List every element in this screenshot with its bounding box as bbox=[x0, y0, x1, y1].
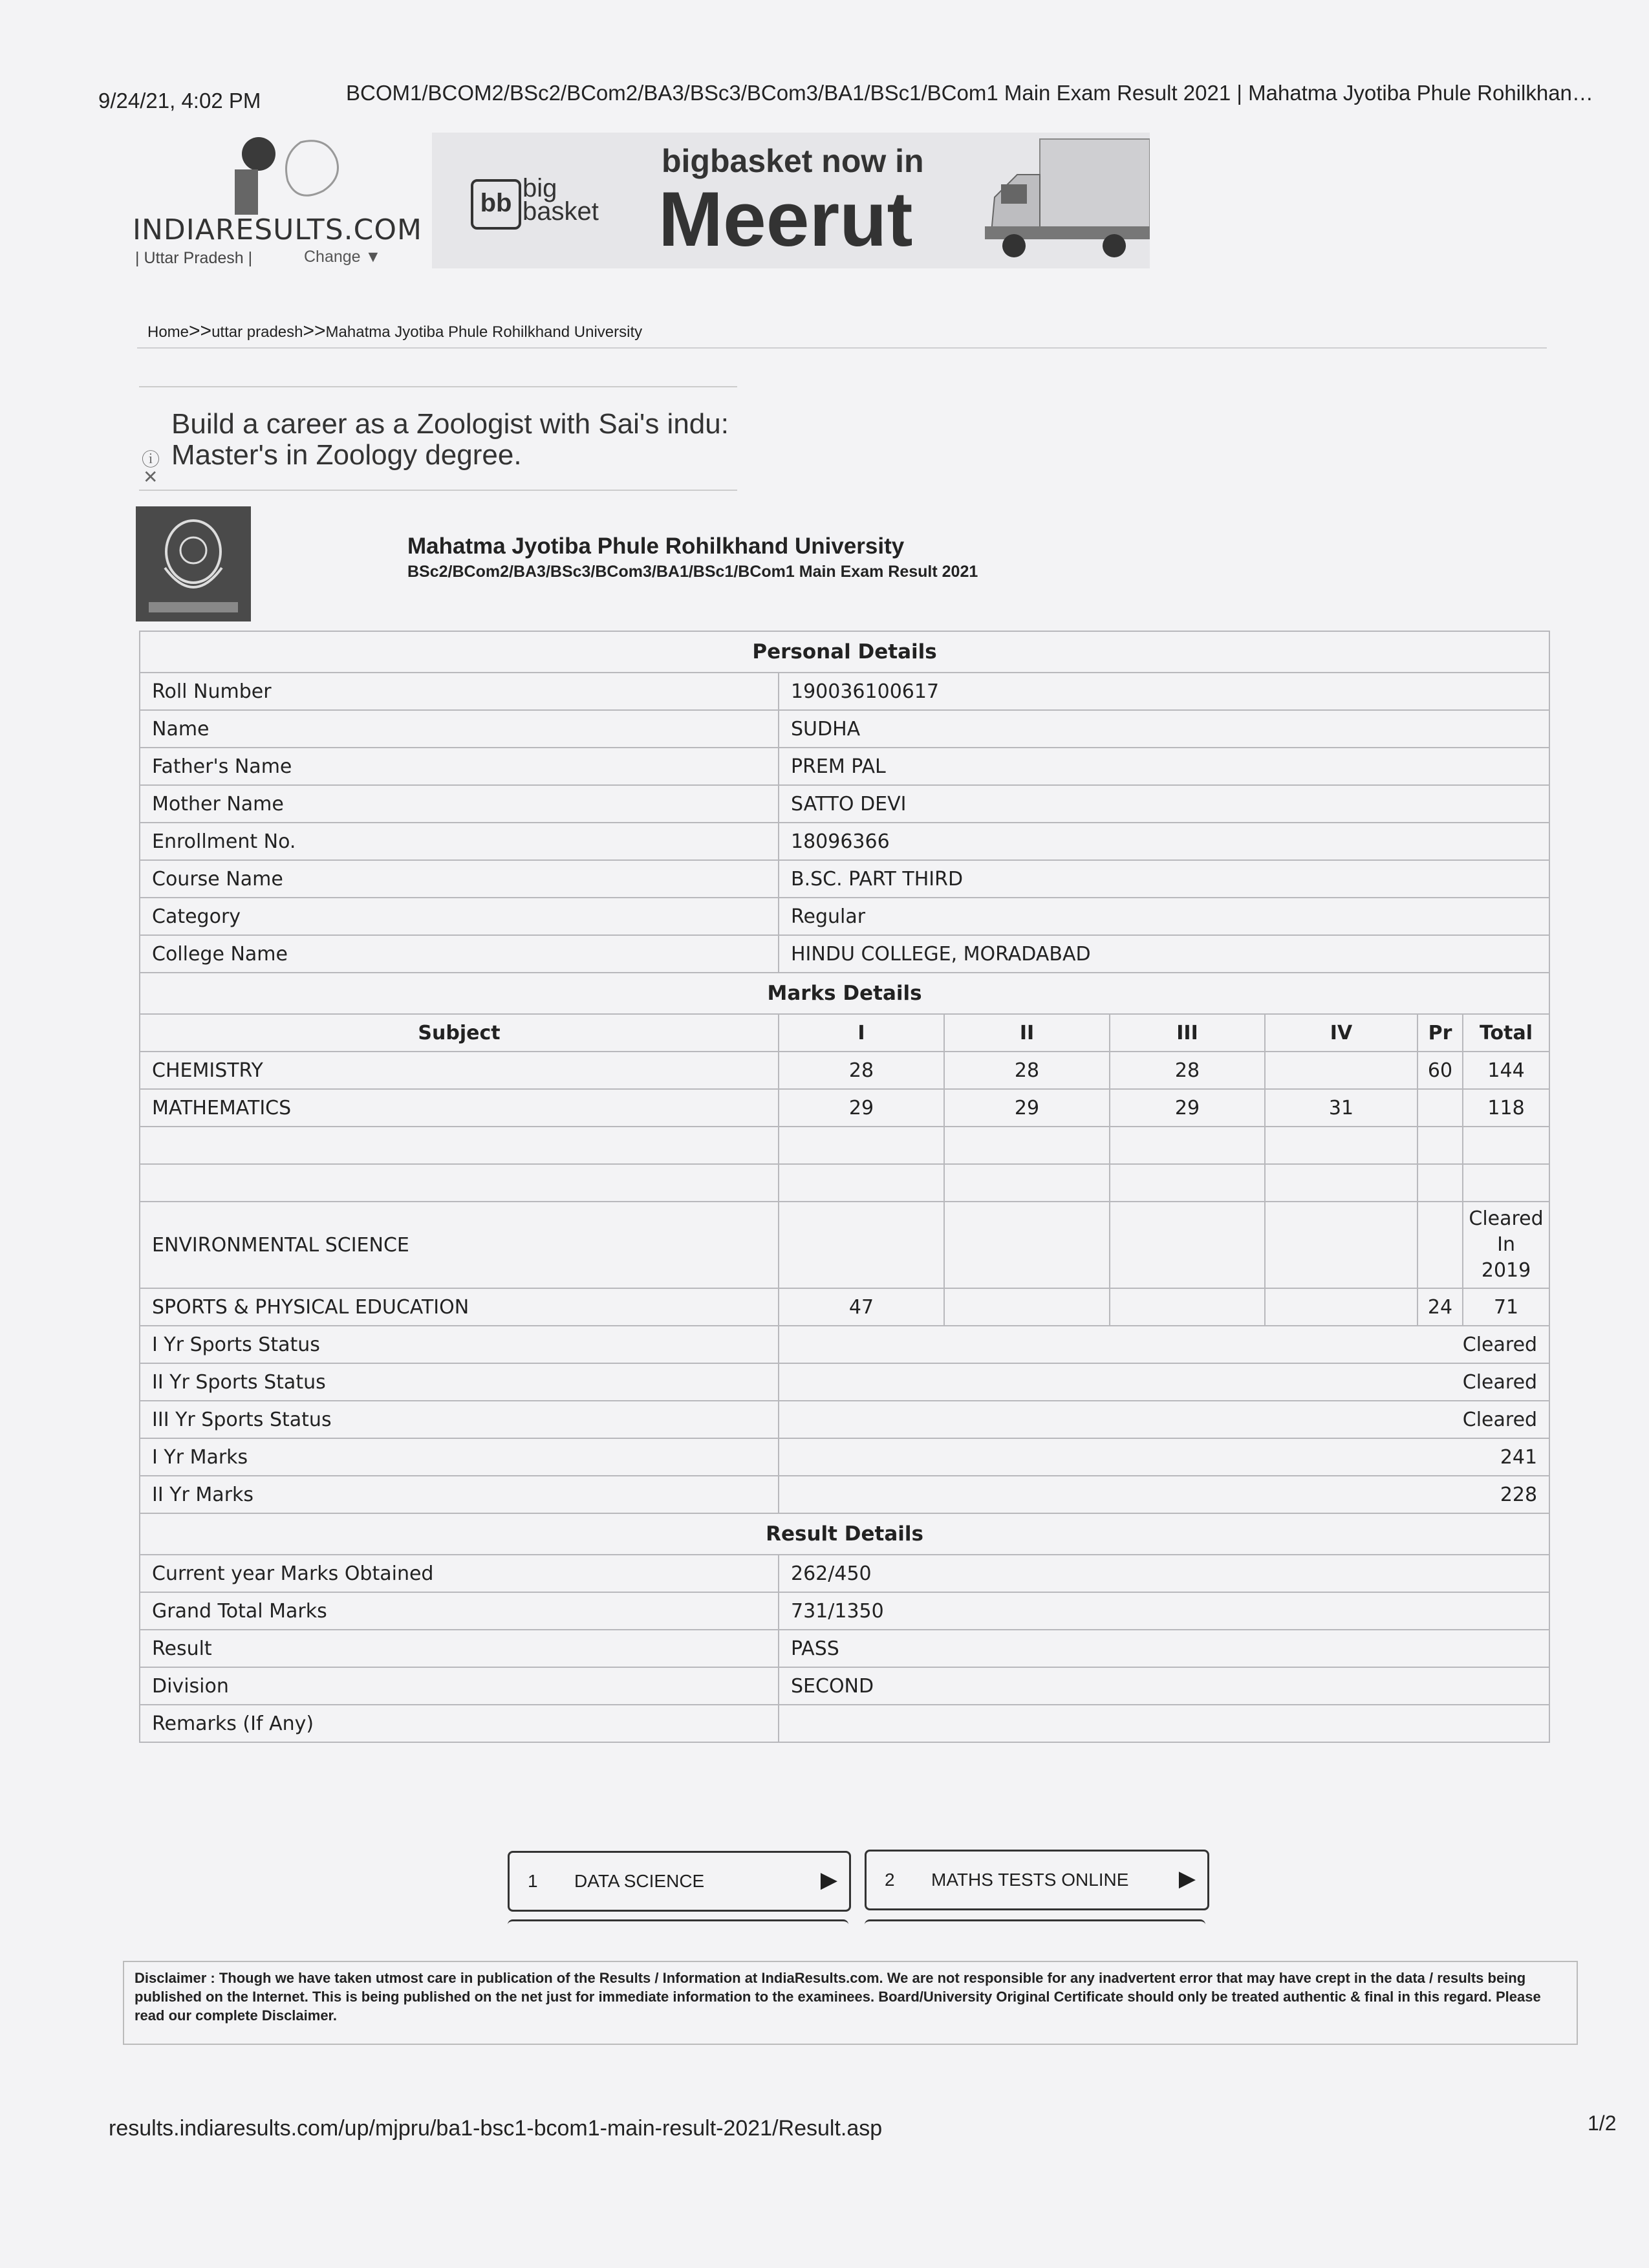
env-total-cell: Cleared In 2019 bbox=[1463, 1202, 1549, 1288]
field-label: Category bbox=[140, 898, 779, 935]
personal-detail-row bbox=[140, 935, 1549, 973]
next-link-edge bbox=[508, 1919, 848, 1927]
ad-line-1: Build a career as a Zoologist with Sai's indu: bbox=[171, 408, 729, 440]
subject-cell: CHEMISTRY bbox=[140, 1052, 779, 1089]
paper-ii-header: II bbox=[944, 1014, 1110, 1052]
practical-header: Pr bbox=[1417, 1014, 1463, 1052]
total-header: Total bbox=[1463, 1014, 1549, 1052]
status-value: 241 bbox=[779, 1438, 1549, 1476]
personal-detail-row bbox=[140, 673, 1549, 710]
result-label: Grand Total Marks bbox=[140, 1592, 779, 1630]
subject-header: Subject bbox=[140, 1014, 779, 1052]
subject-cell: MATHEMATICS bbox=[140, 1089, 779, 1127]
status-row bbox=[140, 1401, 1549, 1438]
field-label: Name bbox=[140, 710, 779, 748]
field-label: Enrollment No. bbox=[140, 823, 779, 860]
marks-header-row bbox=[140, 1014, 1549, 1052]
mark-cell bbox=[1417, 1089, 1463, 1127]
field-value: Regular bbox=[779, 898, 1549, 935]
bigbasket-logo-icon: bb bbox=[471, 179, 521, 230]
maths-tests-link-button[interactable]: 2 MATHS TESTS ONLINE ▶ bbox=[865, 1850, 1209, 1910]
result-detail-row bbox=[140, 1592, 1549, 1630]
disclaimer: Disclaimer : Though we have taken utmost care in publication of the Results / Information at IndiaResults.com. We are not responsible for any inadvertent error that may have crept in the data / results being published on the Internet. This is being published on the net just for immediate information to the examinees. Board/University Original Certificate should only be treated authentic & final in this regard. Please read our complete Disclaimer. bbox=[123, 1961, 1578, 2045]
field-value: PREM PAL bbox=[779, 748, 1549, 785]
state-label: | Uttar Pradesh | bbox=[135, 249, 253, 267]
field-label: College Name bbox=[140, 935, 779, 973]
mark-cell: 29 bbox=[1110, 1089, 1265, 1127]
field-value: HINDU COLLEGE, MORADABAD bbox=[779, 935, 1549, 973]
page-number: 1/2 bbox=[1588, 2111, 1617, 2135]
sports-row: SPORTS & PHYSICAL EDUCATION 47 24 71 bbox=[140, 1288, 1549, 1326]
result-details-heading: Result Details bbox=[140, 1513, 1549, 1555]
status-label: II Yr Marks bbox=[140, 1476, 779, 1513]
status-row bbox=[140, 1438, 1549, 1476]
result-label: Division bbox=[140, 1667, 779, 1705]
mark-cell: 29 bbox=[944, 1089, 1110, 1127]
status-value: Cleared bbox=[779, 1401, 1549, 1438]
status-label: II Yr Sports Status bbox=[140, 1363, 779, 1401]
site-logo[interactable] bbox=[133, 129, 422, 278]
result-detail-row bbox=[140, 1667, 1549, 1705]
personal-detail-row bbox=[140, 710, 1549, 748]
subject-cell: SPORTS & PHYSICAL EDUCATION bbox=[140, 1288, 779, 1326]
marks-details-heading: Marks Details bbox=[140, 973, 1549, 1014]
divider bbox=[137, 347, 1547, 349]
status-label: I Yr Marks bbox=[140, 1438, 779, 1476]
bigbasket-banner-ad[interactable] bbox=[432, 133, 1150, 268]
personal-details-heading: Personal Details bbox=[140, 631, 1549, 673]
status-row bbox=[140, 1363, 1549, 1401]
field-value: 190036100617 bbox=[779, 673, 1549, 710]
result-value: PASS bbox=[779, 1630, 1549, 1667]
breadcrumb: Home>>uttar pradesh>>Mahatma Jyotiba Phule Rohilkhand University bbox=[147, 320, 643, 341]
play-arrow-icon: ▶ bbox=[1178, 1866, 1196, 1891]
mark-cell: 28 bbox=[1110, 1052, 1265, 1089]
university-crest-icon bbox=[136, 506, 251, 621]
ad-line-2: Master's in Zoology degree. bbox=[171, 439, 522, 471]
field-label: Mother Name bbox=[140, 785, 779, 823]
ad-close-icon[interactable]: ✕ bbox=[143, 467, 158, 487]
result-value bbox=[779, 1705, 1549, 1742]
page-url: results.indiaresults.com/up/mjpru/ba1-bsc1-bcom1-main-result-2021/Result.asp bbox=[109, 2116, 883, 2141]
personal-detail-row bbox=[140, 898, 1549, 935]
paper-iii-header: III bbox=[1110, 1014, 1265, 1052]
breadcrumb-university[interactable]: Mahatma Jyotiba Phule Rohilkhand University bbox=[325, 323, 643, 341]
mark-cell bbox=[1265, 1052, 1417, 1089]
breadcrumb-home[interactable]: Home bbox=[147, 323, 189, 341]
paper-i-header: I bbox=[779, 1014, 944, 1052]
result-detail-row bbox=[140, 1555, 1549, 1592]
result-label: Result bbox=[140, 1630, 779, 1667]
mark-cell: 28 bbox=[944, 1052, 1110, 1089]
status-value: Cleared bbox=[779, 1363, 1549, 1401]
personal-detail-row bbox=[140, 785, 1549, 823]
paper-iv-header: IV bbox=[1265, 1014, 1417, 1052]
empty-row bbox=[140, 1164, 1549, 1202]
zoology-text-ad[interactable] bbox=[139, 386, 737, 491]
next-link-edge bbox=[865, 1919, 1205, 1927]
breadcrumb-state[interactable]: uttar pradesh bbox=[211, 323, 303, 341]
subject-marks-row bbox=[140, 1089, 1549, 1127]
result-table bbox=[139, 631, 1550, 1743]
field-label: Course Name bbox=[140, 860, 779, 898]
delivery-truck-icon bbox=[978, 136, 1150, 262]
personal-detail-row bbox=[140, 748, 1549, 785]
field-value: 18096366 bbox=[779, 823, 1549, 860]
status-value: Cleared bbox=[779, 1326, 1549, 1363]
result-detail-row bbox=[140, 1630, 1549, 1667]
result-detail-row bbox=[140, 1705, 1549, 1742]
mark-cell: 60 bbox=[1417, 1052, 1463, 1089]
ad-info-icon[interactable]: ⓘ bbox=[142, 449, 160, 470]
play-arrow-icon: ▶ bbox=[820, 1868, 837, 1892]
personal-detail-row bbox=[140, 860, 1549, 898]
field-label: Roll Number bbox=[140, 673, 779, 710]
logo-icon bbox=[230, 129, 398, 220]
field-value: SUDHA bbox=[779, 710, 1549, 748]
print-page-title: BCOM1/BCOM2/BSc2/BCom2/BA3/BSc3/BCom3/BA1/BSc1/BCom1 Main Exam Result 2021 | Mahatma Jyotiba Phule Rohilkhan… bbox=[346, 81, 1593, 105]
change-state-link[interactable]: Change ▼ bbox=[304, 248, 382, 266]
subject-cell: ENVIRONMENTAL SCIENCE bbox=[140, 1202, 779, 1288]
status-row bbox=[140, 1476, 1549, 1513]
brand-name: big basket bbox=[523, 174, 599, 226]
status-row bbox=[140, 1326, 1549, 1363]
personal-detail-row bbox=[140, 823, 1549, 860]
empty-row bbox=[140, 1127, 1549, 1164]
field-label: Father's Name bbox=[140, 748, 779, 785]
mark-cell: 118 bbox=[1463, 1089, 1549, 1127]
environmental-science-row bbox=[140, 1202, 1549, 1288]
university-name: Mahatma Jyotiba Phule Rohilkhand University bbox=[407, 534, 905, 559]
status-label: III Yr Sports Status bbox=[140, 1401, 779, 1438]
banner-headline: bigbasket now in bbox=[662, 143, 924, 179]
print-datetime: 9/24/21, 4:02 PM bbox=[98, 89, 261, 113]
result-label: Remarks (If Any) bbox=[140, 1705, 779, 1742]
mark-cell: 31 bbox=[1265, 1089, 1417, 1127]
logo-text: INDIARESULTS.COM bbox=[133, 213, 422, 246]
data-science-link-button[interactable]: 1 DATA SCIENCE ▶ bbox=[508, 1851, 851, 1912]
field-value: B.SC. PART THIRD bbox=[779, 860, 1549, 898]
result-value: SECOND bbox=[779, 1667, 1549, 1705]
mark-cell: 144 bbox=[1463, 1052, 1549, 1089]
mark-cell: 28 bbox=[779, 1052, 944, 1089]
mark-cell: 29 bbox=[779, 1089, 944, 1127]
status-label: I Yr Sports Status bbox=[140, 1326, 779, 1363]
result-value: 731/1350 bbox=[779, 1592, 1549, 1630]
field-value: SATTO DEVI bbox=[779, 785, 1549, 823]
banner-city: Meerut bbox=[658, 176, 913, 263]
result-value: 262/450 bbox=[779, 1555, 1549, 1592]
subject-marks-row bbox=[140, 1052, 1549, 1089]
exam-title: BSc2/BCom2/BA3/BSc3/BCom3/BA1/BSc1/BCom1 Main Exam Result 2021 bbox=[407, 563, 978, 581]
result-label: Current year Marks Obtained bbox=[140, 1555, 779, 1592]
status-value: 228 bbox=[779, 1476, 1549, 1513]
